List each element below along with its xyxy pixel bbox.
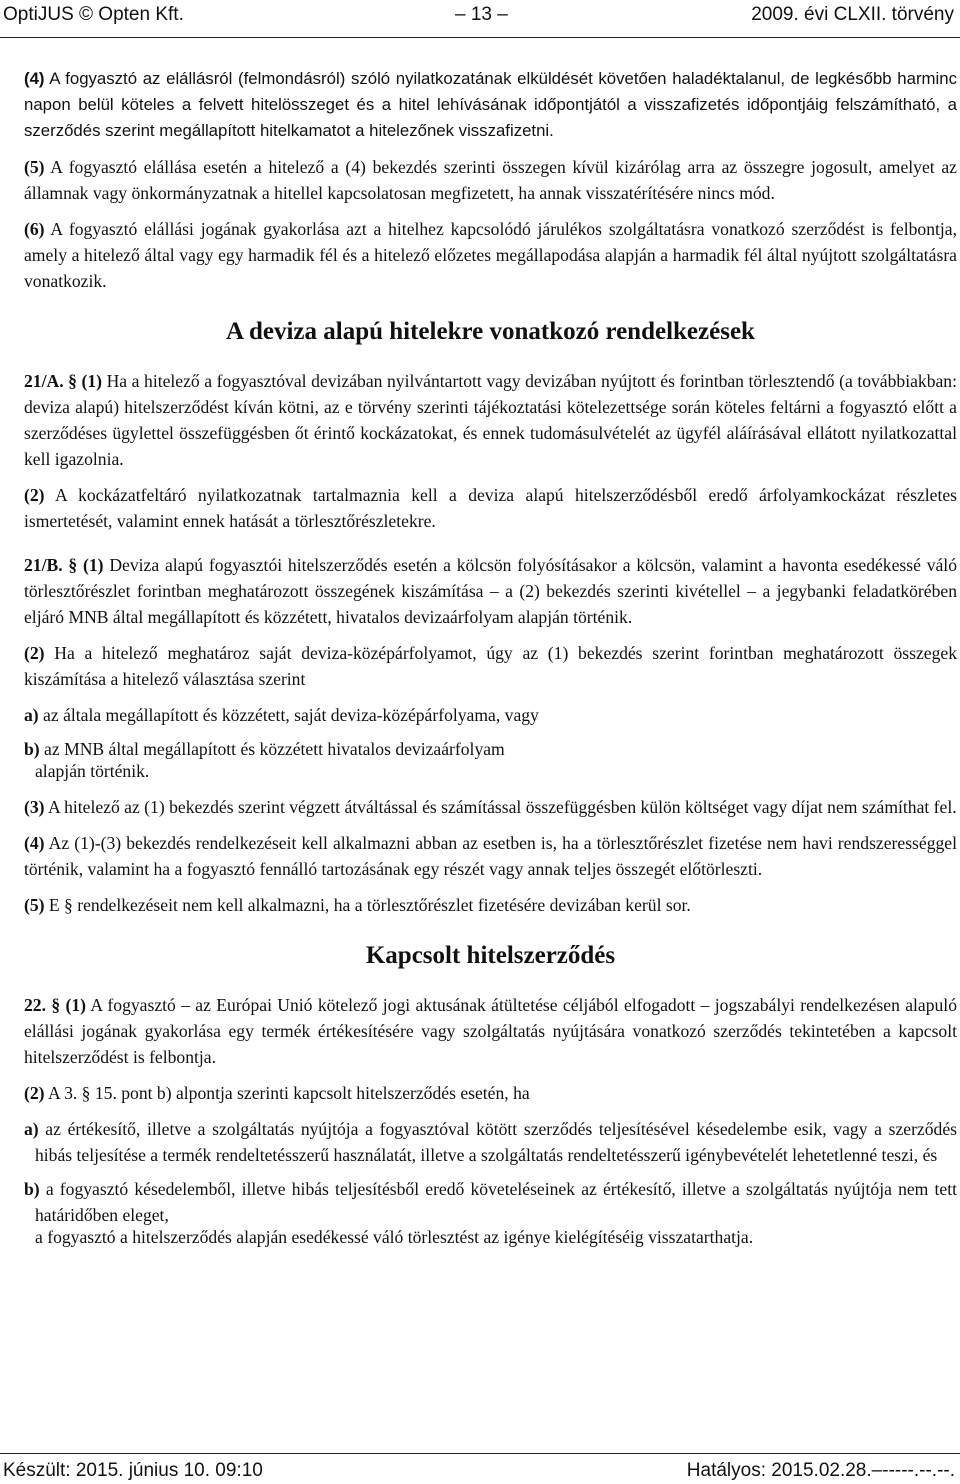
paragraph-number: (5) — [24, 895, 45, 915]
header-law-title: 2009. évi CLXII. törvény — [751, 4, 954, 25]
paragraph-number: (5) — [24, 157, 45, 177]
list-text: a fogyasztó késedelemből, illetve hibás teljesítésből eredő követeléseinek az értékesítő, illetve a szolgáltatás nyújtója nem tett határidőben eleget, — [35, 1179, 957, 1225]
document-body — [24, 66, 957, 1260]
section-number: 21/B. § (1) — [24, 555, 104, 575]
header-publisher: OptiJUS © Opten Kft. — [3, 4, 184, 25]
paragraph-number: (3) — [24, 797, 45, 817]
list-text: az MNB által megállapított és közzétett hivatalos devizaárfolyam — [39, 739, 505, 759]
footer-created: Készült: 2015. június 10. 09:10 — [3, 1460, 263, 1481]
paragraph-text: Ha a hitelező meghatároz saját deviza-középárfolyamot, úgy az (1) bekezdés szerint forintban meghatározott összegek kiszámítása a hitelező választása szerint — [24, 643, 957, 689]
paragraph-text: Ha a hitelező a fogyasztóval devizában nyilvántartott vagy devizában nyújtott és forintban törlesztendő (a továbbiakban: deviza alapú) hitelszerződést kíván kötni, az e törvény szerinti tájékoztatási kötelezettsége során köteles feltárni a fogyasztó előtt a szerződéses ügylettel összefüggésben őt érintő kockázatokat, és ennek tudomásulvételét az ügyfél aláírásával ellátott nyilatkozattal kell igazolnia. — [24, 371, 957, 469]
paragraph-text: A kockázatfeltáró nyilatkozatnak tartalmaznia kell a deviza alapú hitelszerződésből eredő árfolyamkockázat részletes ismertetését, valamint ennek hatását a törlesztőrészletekre. — [24, 485, 957, 531]
footer-divider — [0, 1453, 960, 1454]
list-label: b) — [24, 739, 40, 759]
list-label: b) — [24, 1179, 40, 1199]
paragraph-5 — [24, 154, 957, 206]
paragraph-text: A fogyasztó az elállásról (felmondásról) szóló nyilatkozatának elküldését követően haladéktalanul, de legkésőbb harminc napon belül köteles a felvett hitelösszeget és a hitel lehívásának időpontjától a visszafizetés időpontjáig felszámítható, a szerződés szerint megállapított hitelkamatot a hitelezőnek visszafizetni. — [24, 69, 957, 140]
paragraph-number: (2) — [24, 1083, 45, 1103]
paragraph-text: E § rendelkezéseit nem kell alkalmazni, ha a törlesztőrészlet fizetésére devizában kerül sor. — [44, 895, 691, 915]
page-header — [0, 0, 960, 38]
list-continuation: a fogyasztó a hitelszerződés alapján esedékessé váló törlesztést az igénye kielégítéséig visszatarthatja. — [35, 1227, 754, 1247]
paragraph-text: A fogyasztó – az Európai Unió kötelező jogi aktusának átültetése céljából elfogadott – jogszabályi rendelkezésen alapuló elállási jogának gyakorlása egy termék értékesítésére vagy szolgáltatás nyújtására vonatkozó szerződés tekintetében a kapcsolt hitelszerződést is felbontja. — [24, 995, 957, 1067]
paragraph-text: Deviza alapú fogyasztói hitelszerződés esetén a kölcsön folyósításakor a kölcsön, valamint a havonta esedékessé váló törlesztőrészlet forintban meghatározott összegének kiszámítása – a (2) bekezdés szerinti kivétellel – a jegybanki feladatkörében eljáró MNB által megállapított és közzétett, hivatalos devizaárfolyam alapján történik. — [24, 555, 957, 627]
paragraph-text: A fogyasztó elállási jogának gyakorlása azt a hitelhez kapcsolódó járulékos szolgáltatásra vonatkozó szerződést is felbontja, amely a hitelező által vagy egy harmadik fél és a hitelező előzetes megállapodása alapján a harmadik fél által nyújtott szolgáltatásra vonatkozik. — [24, 219, 957, 291]
paragraph-text: A fogyasztó elállása esetén a hitelező a (4) bekezdés szerinti összegen kívül kizárólag arra az összegre jogosult, amelyet az államnak vagy önkormányzatnak a hitellel kapcsolatosan megfizetett, ha annak visszatérítésére nincs mód. — [24, 157, 957, 203]
section-21a-1 — [24, 368, 957, 472]
section-number: 22. § (1) — [24, 995, 86, 1015]
list-item-a — [24, 702, 957, 728]
section-21b-5 — [24, 892, 957, 918]
paragraph-4 — [24, 66, 957, 144]
section-number: 21/A. § (1) — [24, 371, 103, 391]
section-21a-2 — [24, 482, 957, 534]
paragraph-number: (4) — [24, 69, 45, 88]
footer-effective: Hatályos: 2015.02.28.–-----.--.--. — [686, 1460, 955, 1481]
list-label: a) — [24, 705, 39, 725]
section-21b-3 — [24, 794, 957, 820]
list-item-a — [24, 1116, 957, 1168]
header-divider — [0, 37, 960, 38]
list-label: a) — [24, 1119, 39, 1139]
paragraph-number: (2) — [24, 643, 45, 663]
list-continuation: alapján történik. — [35, 761, 150, 781]
paragraph-text: Az (1)-(3) bekezdés rendelkezéseit kell alkalmazni abban az esetben is, ha a törlesztőrészlet fizetése nem havi rendszerességgel történik, valamint ha a fogyasztó fennálló tartozásának egy részét vagy annak teljes összegét előtörleszti. — [24, 833, 957, 879]
paragraph-text: A hitelező az (1) bekezdés szerint végzett átváltással és számítással összefüggésben külön költséget vagy díjat nem számíthat fel. — [44, 797, 957, 817]
section-21b-4 — [24, 830, 957, 882]
header-page-number: – 13 – — [455, 4, 508, 25]
list-text: az értékesítő, illetve a szolgáltatás nyújtója a fogyasztóval kötött szerződés teljesítésével késedelembe esik, vagy a szerződés hibás teljesítése a termék rendeltetésszerű használatát, illetve a szolgáltatás rendeltetésszerű igénybevételét lehetetlenné teszi, és — [35, 1119, 957, 1165]
section-heading-kapcsolt: Kapcsolt hitelszerződés — [365, 942, 616, 969]
paragraph-number: (4) — [24, 833, 45, 853]
paragraph-text: A 3. § 15. pont b) alpontja szerinti kapcsolt hitelszerződés esetén, ha — [44, 1083, 530, 1103]
list-text: az általa megállapított és közzétett, saját deviza-középárfolyama, vagy — [38, 705, 539, 725]
section-21b-1 — [24, 552, 957, 630]
paragraph-number: (2) — [24, 485, 45, 505]
section-22-1 — [24, 992, 957, 1070]
section-22-2 — [24, 1080, 957, 1106]
list-item-b — [24, 1176, 957, 1228]
section-21b-2 — [24, 640, 957, 692]
paragraph-6 — [24, 216, 957, 294]
section-heading-deviza: A deviza alapú hitelekre vonatkozó rendelkezések — [226, 318, 755, 345]
paragraph-number: (6) — [24, 219, 45, 239]
